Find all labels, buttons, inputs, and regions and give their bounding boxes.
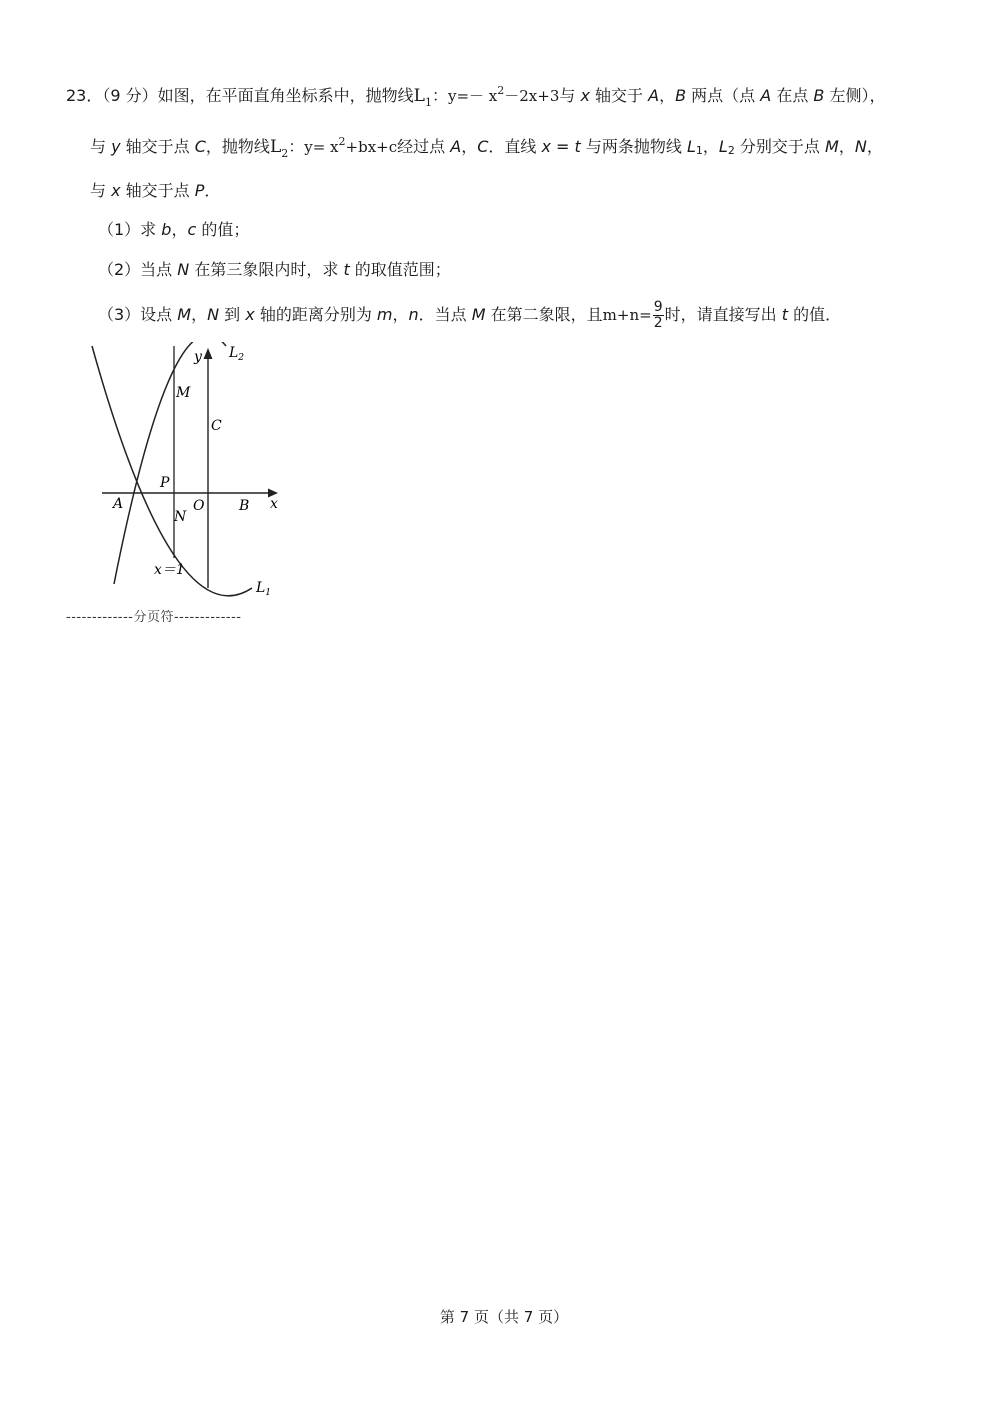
equation-L2: y= x	[304, 138, 339, 156]
label-O: O	[193, 498, 205, 514]
fraction-nine-halves: $\frac{9}{2}$	[653, 299, 663, 331]
label-N: N	[174, 509, 187, 525]
label-B: B	[239, 498, 250, 514]
label-C: C	[211, 418, 222, 434]
page-footer: 第 7 页（共 7 页）	[439, 1308, 569, 1326]
problem-line-2: 与 y 轴交于点 C，抛物线$L_2$：$y= x^2+bx+c$经过点 A，C．直线 x = t 与两条抛物线 L1，L2 分别交于点 M，N，	[90, 135, 883, 160]
question-part-2: （2）当点 N 在第三象限内时，求 t 的取值范围；	[98, 260, 451, 279]
label-M: M	[176, 385, 191, 401]
label-P: P	[160, 475, 170, 491]
y-axis-arrow-icon	[204, 348, 213, 359]
problem-score: （9 分）	[102, 86, 158, 105]
parabola-diagram	[86, 342, 290, 604]
question-part-3: （3）设点 M，N 到 x 轴的距离分别为 m，n．当点 M 在第二象限，且m+n= $\frac{9}{2}$ 时，请直接写出 t 的值．	[98, 299, 842, 331]
problem-line-1: 23．（9 分）如图，在平面直角坐标系中，抛物线$L_1$：$y=- x^2-2x+3$与 x 轴交于 A，B 两点（点 A 在点 B 左侧），	[66, 84, 886, 109]
label-y: y	[194, 349, 202, 365]
label-A: A	[113, 496, 124, 512]
problem-number: 23	[66, 86, 87, 105]
problem-line-3: 与 x 轴交于点 P．	[90, 181, 221, 200]
label-L2: $L_2$	[229, 345, 245, 363]
question-part-1: （1）求 b，c 的值；	[98, 220, 250, 239]
equation-L1: y=－ x	[447, 87, 498, 105]
parabola-figure	[86, 342, 290, 604]
label-x: x	[270, 496, 278, 512]
equation-m-plus-n: m+n=	[602, 306, 652, 324]
label-x-equals-1: x＝1	[154, 562, 185, 578]
page-break-marker: -------------分页符-------------	[66, 610, 242, 625]
label-L1: $L_1$	[256, 580, 272, 598]
parabola-L1	[92, 346, 252, 596]
